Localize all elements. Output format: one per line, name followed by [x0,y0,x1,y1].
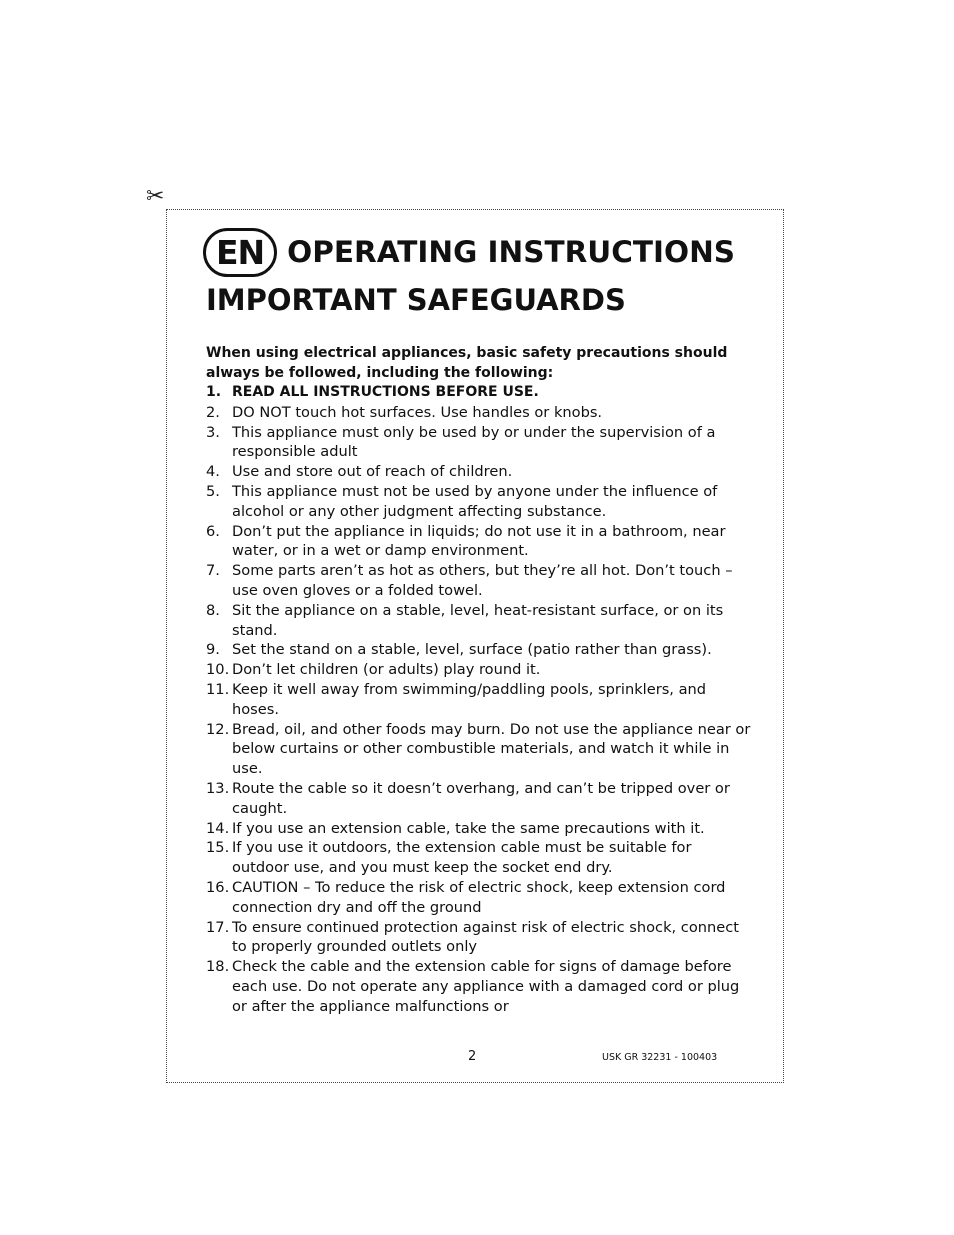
list-item-number: 5. [206,482,220,500]
list-item-number: 8. [206,601,220,619]
list-item [206,680,751,720]
list-item [206,957,751,1016]
list-item-number: 18. [206,958,230,976]
list-item [206,403,751,423]
document-code: USK GR 32231 - 100403 [602,1052,718,1063]
page-title: OPERATING INSTRUCTIONS [287,235,736,269]
list-item [206,660,751,680]
list-item [206,482,751,522]
list-item-text: Route the cable so it doesn’t overhang, and can’t be tripped over or caught. [232,779,730,817]
list-item [206,640,751,660]
list-item-text: To ensure continued protection against risk of electric shock, connect to properly grounded outlets only [232,918,739,956]
list-item-text: Sit the appliance on a stable, level, heat-resistant surface, or on its stand. [232,601,724,639]
list-item-number: 1. [206,384,222,400]
heading-operating-instructions [203,226,735,278]
list-item-text: CAUTION – To reduce the risk of electric shock, keep extension cord connection dry and off the ground [232,878,726,916]
list-item-number: 7. [206,562,220,580]
list-item-number: 17. [206,918,230,936]
list-item-text: DO NOT touch hot surfaces. Use handles or knobs. [232,403,603,421]
list-item-number: 4. [206,463,220,481]
intro-paragraph: When using electrical appliances, basic safety precautions should always be followed, including the following: [206,345,728,381]
list-item-text: Check the cable and the extension cable for signs of damage before each use. Do not operate any appliance with a damaged cord or plug or after the appliance malfunctions or [232,958,740,1015]
list-item-text: READ ALL INSTRUCTIONS BEFORE USE. [232,384,539,400]
list-item-number: 3. [206,423,220,441]
list-item [206,423,751,463]
section-title: IMPORTANT SAFEGUARDS [206,283,626,317]
list-item-number: 11. [206,680,230,698]
list-item-number: 14. [206,819,230,837]
list-item-number: 9. [206,641,220,659]
list-item [206,522,751,562]
scissors-icon: ✂ [146,184,165,209]
list-item-number: 16. [206,878,230,896]
list-item [206,878,751,918]
list-item [206,720,751,779]
list-item-number: 2. [206,403,220,421]
list-item-number: 13. [206,779,230,797]
list-item-text: Keep it well away from swimming/paddling pools, sprinklers, and hoses. [232,680,707,718]
list-item-text: If you use it outdoors, the extension cable must be suitable for outdoor use, and you must keep the socket end dry. [232,839,692,877]
list-item [206,779,751,819]
list-item-text: If you use an extension cable, take the same precautions with it. [232,819,705,837]
list-item [206,601,751,641]
list-item [206,819,751,839]
list-item-text: Bread, oil, and other foods may burn. Do not use the appliance near or below curtains or other combustible materials, and watch it while in use. [232,720,751,778]
list-item-text: This appliance must not be used by anyone under the influence of alcohol or any other judgment affecting substance. [232,482,718,520]
list-item-text: Don’t put the appliance in liquids; do not use it in a bathroom, near water, or in a wet or damp environment. [232,522,726,560]
list-item-text: Set the stand on a stable, level, surface (patio rather than grass). [232,641,712,659]
language-badge: EN [203,228,277,277]
list-item-text: This appliance must only be used by or under the supervision of a responsible adult [232,423,716,461]
list-item-text: Some parts aren’t as hot as others, but they’re all hot. Don’t touch – use oven gloves or a folded towel. [232,562,733,599]
list-item-text: Use and store out of reach of children. [232,463,513,481]
list-item [206,838,751,878]
list-item [206,561,751,601]
list-item-text: Don’t let children (or adults) play round it. [232,661,541,679]
list-item [206,383,751,403]
list-item [206,918,751,958]
list-item-number: 6. [206,522,220,540]
page-number: 2 [468,1049,477,1064]
list-item-number: 15. [206,839,230,857]
list-item-number: 10. [206,661,230,679]
safeguards-list [206,383,751,1017]
list-item [206,462,751,482]
list-item-number: 12. [206,720,230,738]
